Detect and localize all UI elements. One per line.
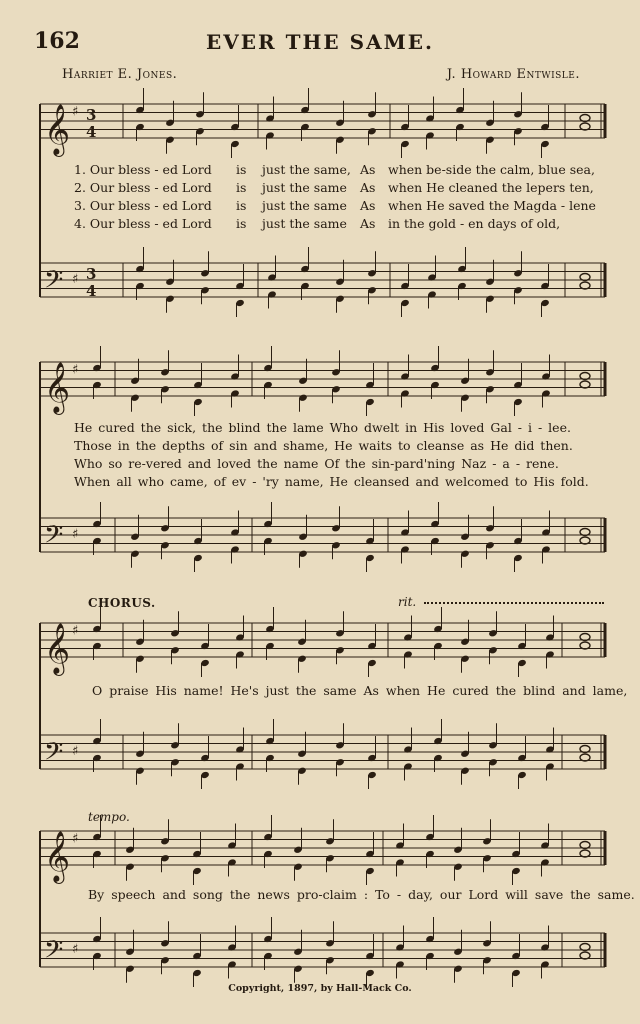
bass-clef-icon: 𝄢 — [44, 737, 64, 773]
tempo-marking: tempo. — [88, 810, 130, 824]
bass-clef-icon: 𝄢 — [44, 265, 64, 301]
time-signature: 4 — [86, 282, 97, 300]
half-note — [580, 642, 590, 649]
verse-4-line-2: When all who came, of ev - 'ry name, He cleansed and welcomed to His fold. — [74, 474, 589, 489]
hymn-title: EVER THE SAME. — [206, 30, 434, 54]
half-note — [580, 373, 590, 380]
half-note — [580, 850, 590, 857]
copyright-notice: Copyright, 1897, by Hall-Mack Co. — [228, 983, 412, 994]
time-signature: 4 — [86, 123, 97, 141]
key-sharp-icon: ♯ — [72, 623, 79, 639]
treble-clef-icon: 𝄞 — [44, 831, 71, 882]
half-note — [580, 529, 590, 536]
half-note — [580, 746, 590, 753]
half-note — [580, 537, 590, 544]
key-sharp-icon: ♯ — [72, 527, 79, 542]
half-note — [580, 944, 590, 951]
half-note — [580, 634, 590, 641]
key-sharp-icon: ♯ — [72, 831, 79, 847]
verse-3-line-1: 3. Our bless - ed Lord is just the same As when He saved the Magda - lene — [74, 198, 596, 213]
bass-clef-icon: 𝄢 — [44, 935, 64, 971]
treble-clef-icon: 𝄞 — [44, 362, 71, 413]
key-sharp-icon: ♯ — [72, 744, 79, 759]
composer-credit: J. Howard Entwisle. — [446, 67, 580, 82]
key-sharp-icon: ♯ — [72, 104, 79, 120]
half-note — [580, 274, 590, 281]
rit-dotted-line — [424, 602, 604, 604]
chorus-line-1: O praise His name! He's just the same As when He cured the blind and lame, — [92, 683, 628, 698]
half-note — [580, 842, 590, 849]
verse-3-line-2: Who so re-vered and loved the name Of the sin-pard'ning Naz - a - rene. — [74, 456, 559, 471]
half-note — [580, 123, 590, 130]
treble-clef-icon: 𝄞 — [44, 104, 71, 155]
page-number: 162 — [34, 28, 80, 54]
half-note — [580, 282, 590, 289]
time-signature: 3 — [86, 106, 97, 124]
verse-1-line-2: He cured the sick, the blind the lame Who dwelt in His loved Gal - i - lee. — [74, 420, 571, 435]
key-sharp-icon: ♯ — [72, 272, 79, 287]
key-sharp-icon: ♯ — [72, 942, 79, 957]
lyricist-credit: Harriet E. Jones. — [62, 67, 178, 82]
verse-2-line-2: Those in the depths of sin and shame, He waits to cleanse as He did then. — [74, 438, 573, 453]
chorus-label: CHORUS. — [88, 596, 156, 610]
key-sharp-icon: ♯ — [72, 362, 79, 378]
half-note — [580, 952, 590, 959]
verse-2-line-1: 2. Our bless - ed Lord is just the same As when He cleaned the lepers ten, — [74, 180, 594, 195]
chorus-line-2: By speech and song the news pro-claim : To - day, our Lord will save the same. — [88, 887, 635, 902]
half-note — [580, 115, 590, 122]
rit-marking: rit. — [398, 595, 417, 609]
treble-clef-icon: 𝄞 — [44, 623, 71, 674]
bass-clef-icon: 𝄢 — [44, 520, 64, 556]
half-note — [580, 754, 590, 761]
verse-1-line-1: 1. Our bless - ed Lord is just the same, As when be-side the calm, blue sea, — [74, 162, 595, 177]
half-note — [580, 381, 590, 388]
time-signature: 3 — [86, 265, 97, 283]
verse-4-line-1: 4. Our bless - ed Lord is just the same As in the gold - en days of old, — [74, 216, 561, 231]
